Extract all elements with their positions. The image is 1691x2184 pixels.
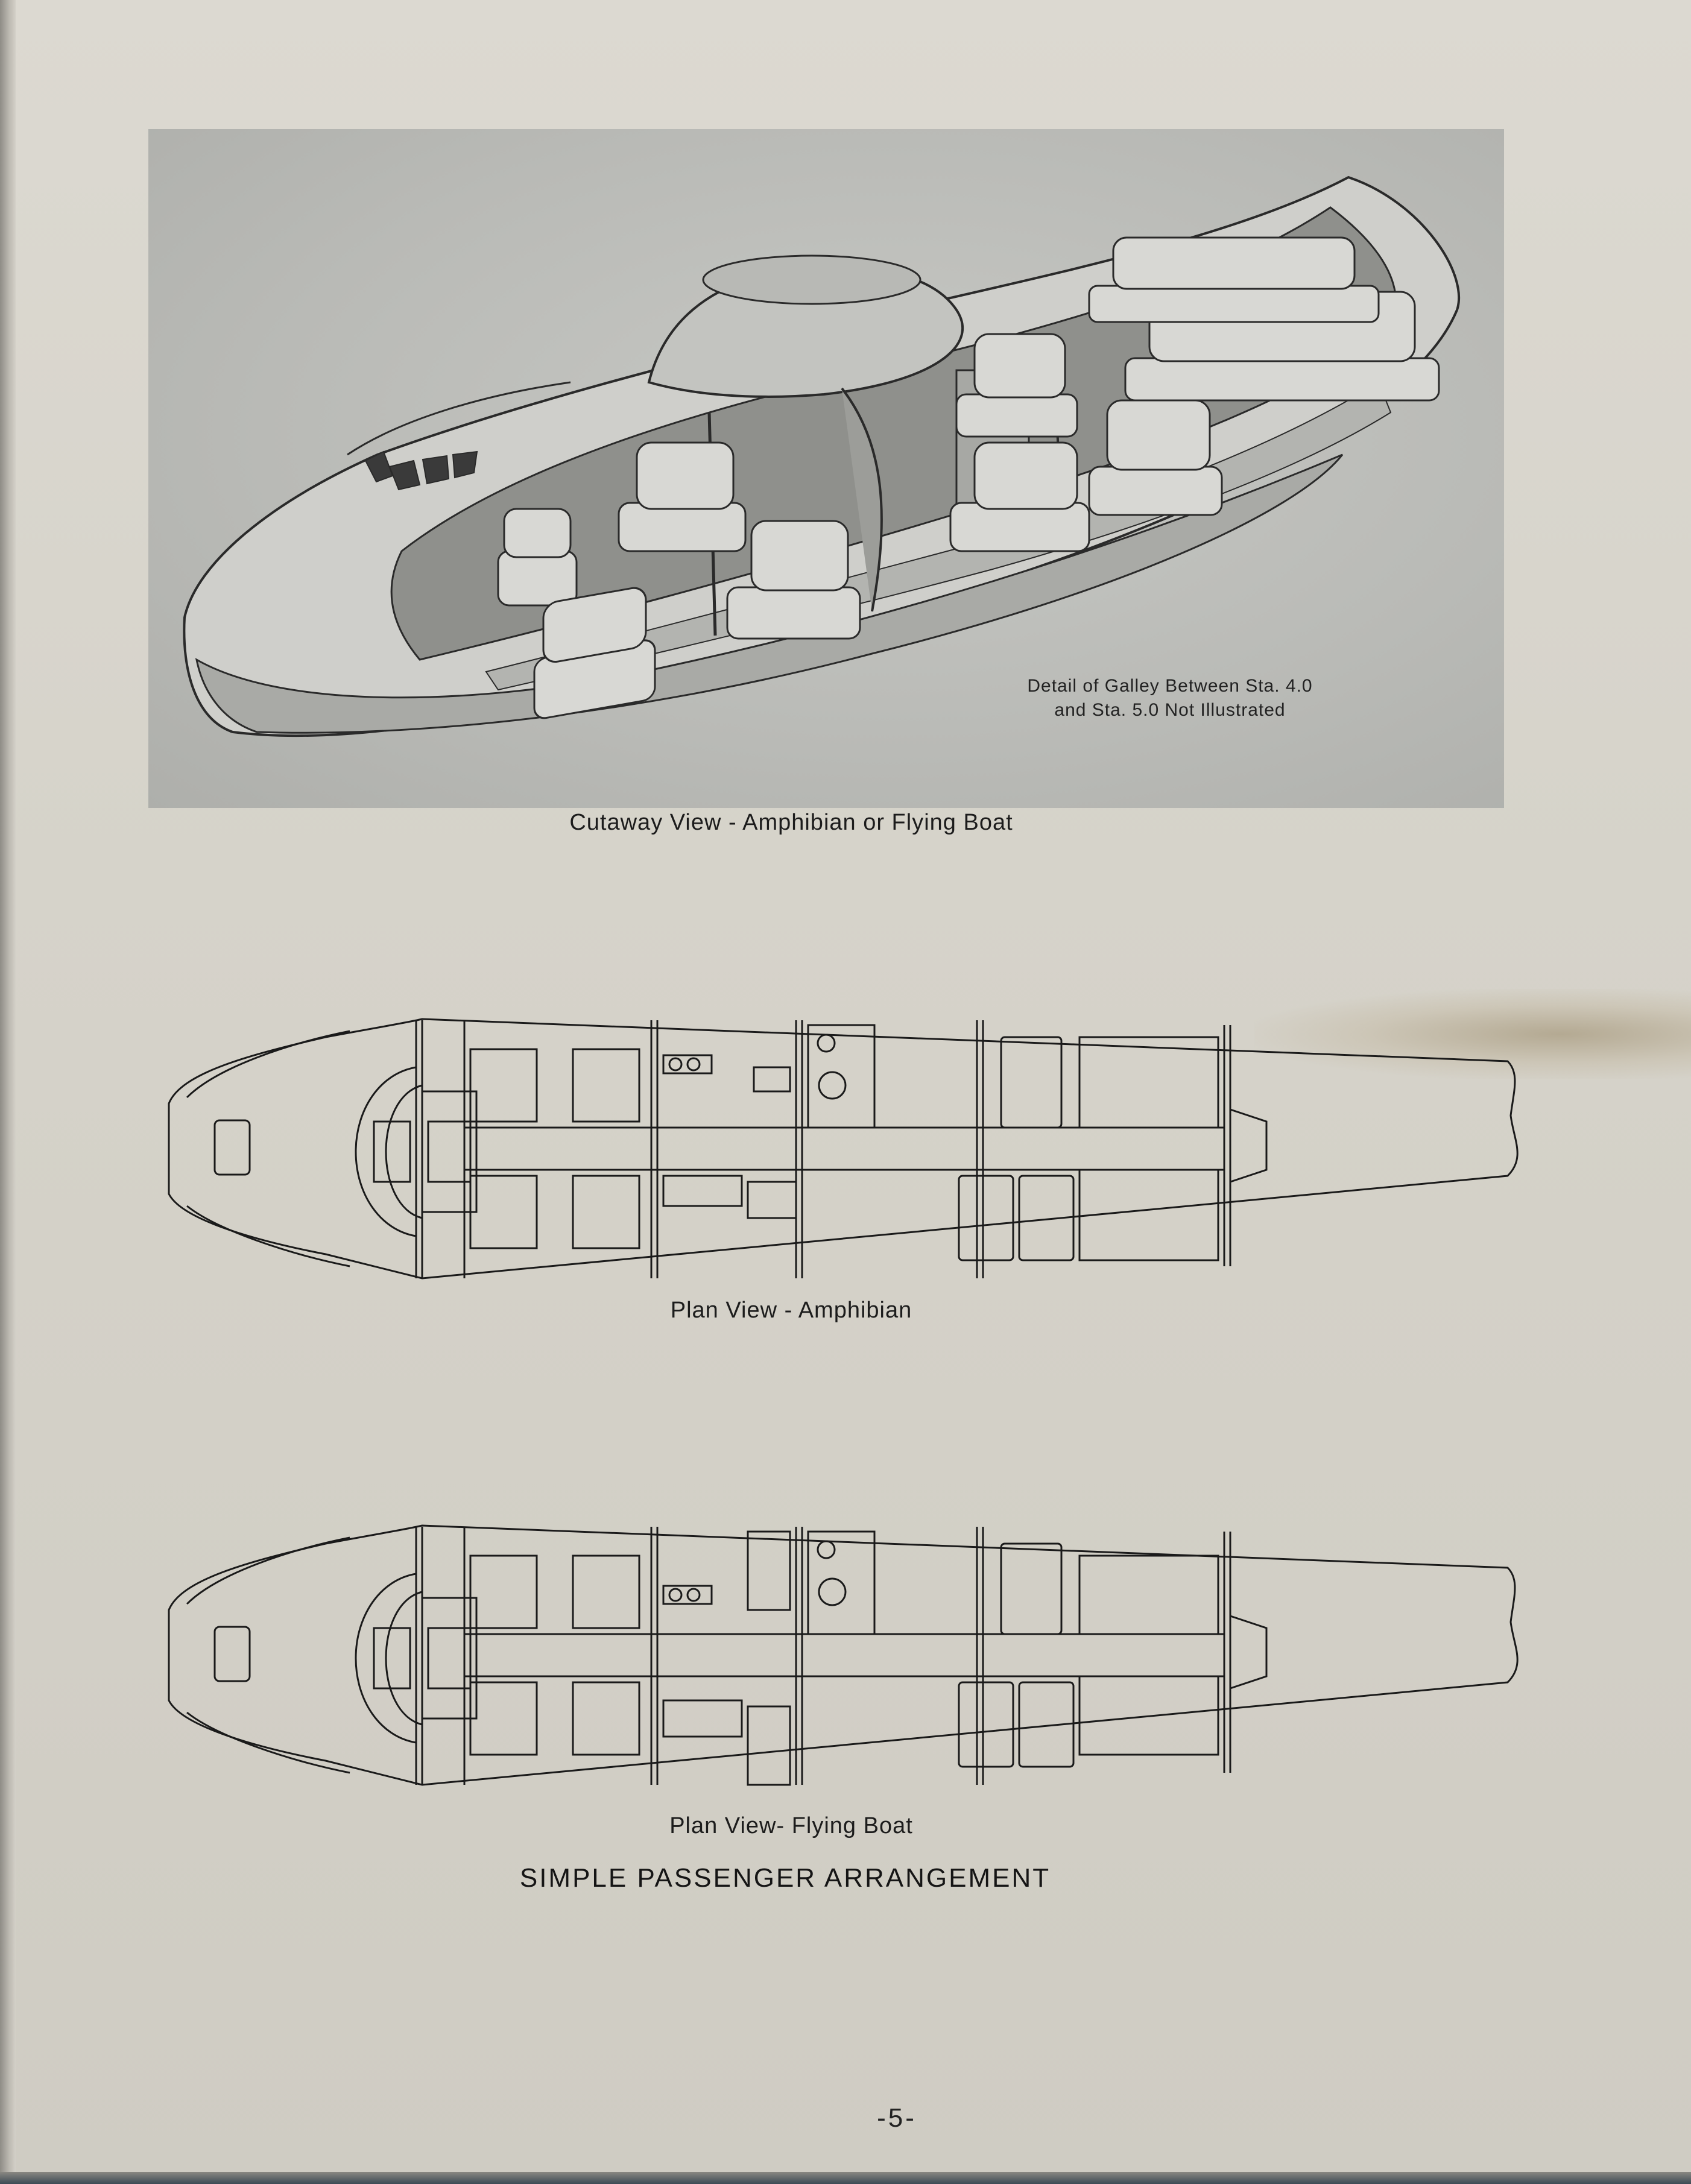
galley-note-line-1: Detail of Galley Between Sta. 4.0	[1027, 676, 1313, 696]
nose-hatch	[215, 1120, 250, 1175]
nose-hatch	[215, 1627, 250, 1681]
galley-note	[977, 674, 1363, 722]
galley-note-line-2: and Sta. 5.0 Not Illustrated	[1054, 700, 1286, 720]
binding-edge	[0, 0, 16, 2184]
page-number: -5-	[877, 2103, 917, 2133]
plan-amphibian-caption: Plan View - Amphibian	[670, 1298, 912, 1323]
fuselage-outline	[169, 1019, 1517, 1278]
fuselage-outline	[169, 1526, 1517, 1785]
plan-view-amphibian	[157, 1001, 1520, 1290]
page-bottom-edge	[0, 2172, 1691, 2184]
plan-view-flying-boat	[157, 1507, 1520, 1797]
page-heading: SIMPLE PASSENGER ARRANGEMENT	[519, 1863, 1051, 1893]
plan-flying-boat-caption: Plan View- Flying Boat	[669, 1813, 913, 1838]
cutaway-caption: Cutaway View - Amphibian or Flying Boat	[569, 810, 1013, 835]
cutaway-illustration	[148, 129, 1504, 808]
